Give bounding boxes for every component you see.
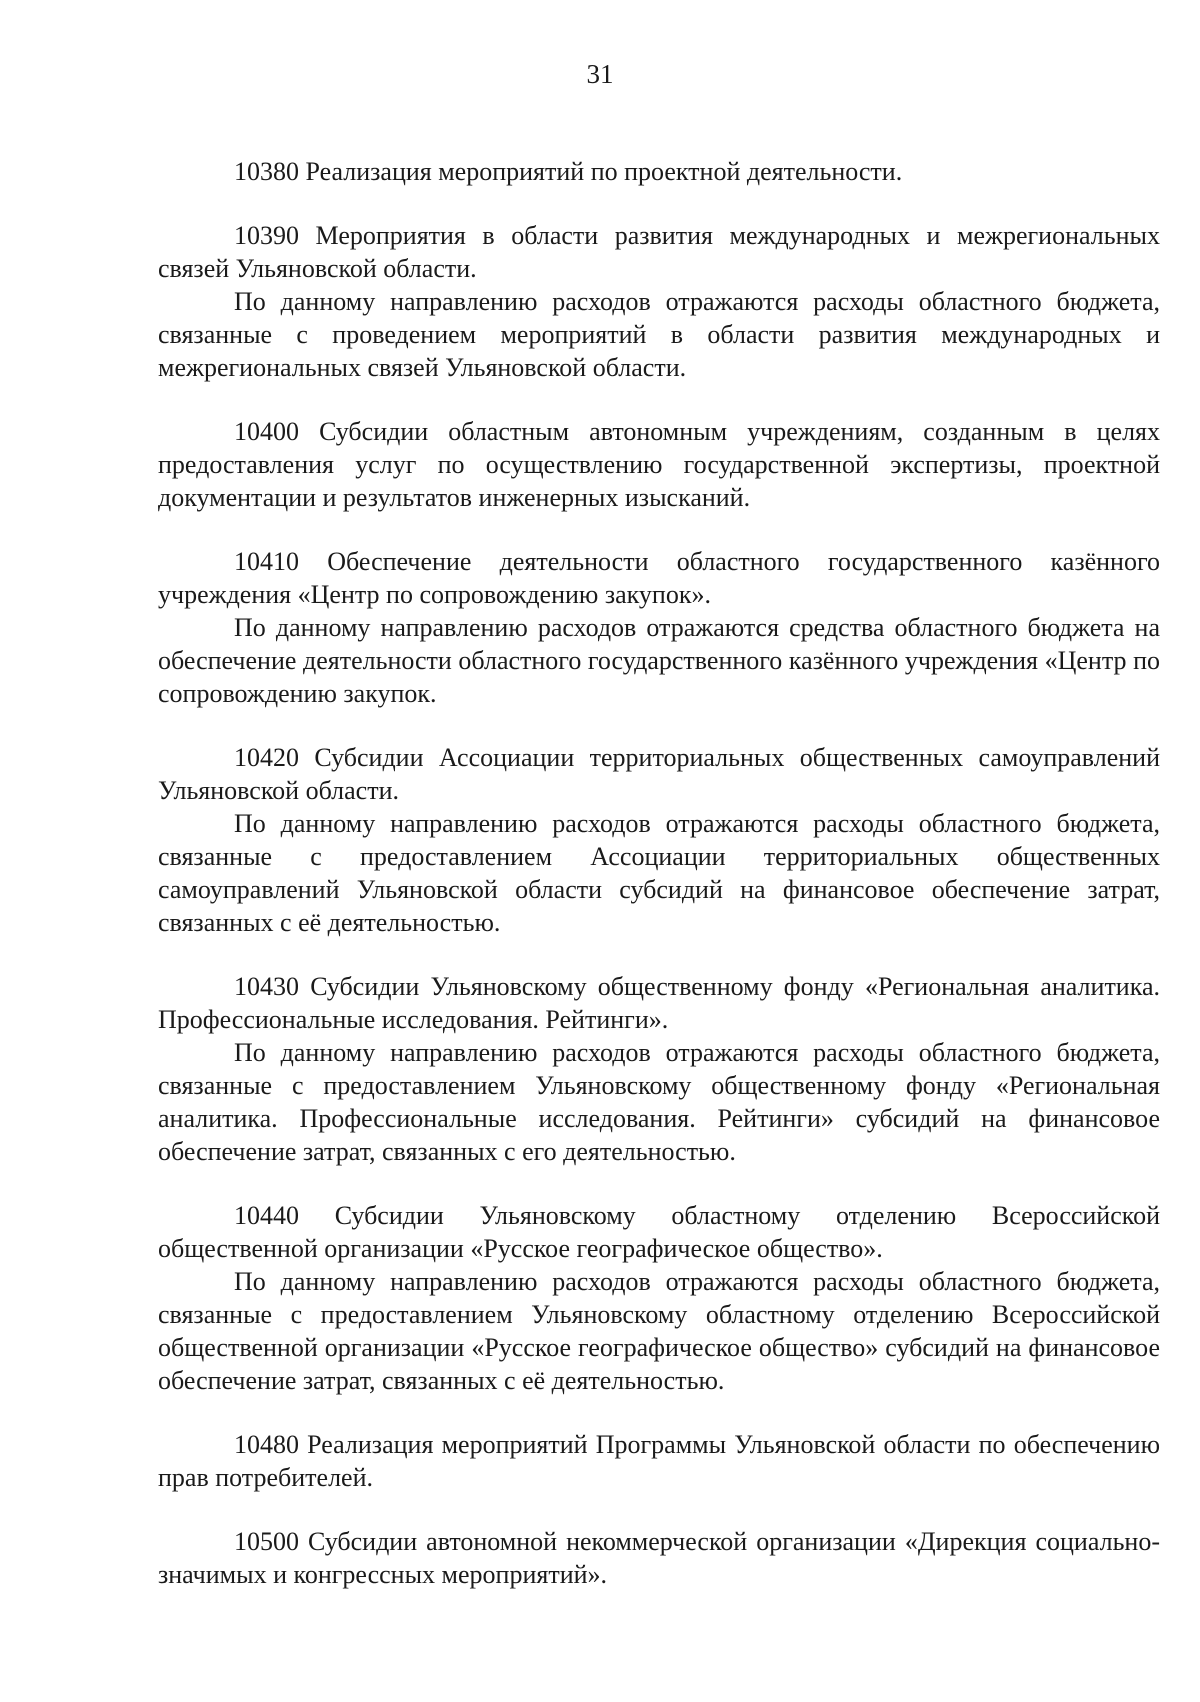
section-body: По данному направлению расходов отражаются расходы областного бюджета, связанные с предоставлением Ассоциации территориальных общественных самоуправлений Ульяновской области субсидий на финансовое обеспечение затрат, связанных с её деятельностью. [158, 809, 1160, 937]
document-body [158, 155, 1160, 1591]
section-body: По данному направлению расходов отражаются расходы областного бюджета, связанные с проведением мероприятий в области развития международных и межрегиональных связей Ульяновской области. [158, 287, 1160, 382]
section-10440 [158, 1199, 1160, 1397]
section-heading: 10380 Реализация мероприятий по проектной деятельности. [234, 157, 903, 186]
section-10400 [158, 415, 1160, 514]
section-heading: 10390 Мероприятия в области развития международных и межрегиональных связей Ульяновской области. [158, 221, 1160, 283]
section-10390 [158, 219, 1160, 384]
section-10420 [158, 741, 1160, 939]
section-heading: 10430 Субсидии Ульяновскому общественному фонду «Региональная аналитика. Профессиональные исследования. Рейтинги». [158, 972, 1160, 1034]
section-10480 [158, 1428, 1160, 1494]
section-heading: 10480 Реализация мероприятий Программы Ульяновской области по обеспечению прав потребителей. [158, 1430, 1160, 1492]
section-heading: 10440 Субсидии Ульяновскому областному отделению Всероссийской общественной организации «Русское географическое общество». [158, 1201, 1160, 1263]
section-heading: 10400 Субсидии областным автономным учреждениям, созданным в целях предоставления услуг по осуществлению государственной экспертизы, проектной документации и результатов инженерных изысканий. [158, 417, 1160, 512]
section-body: По данному направлению расходов отражаются средства областного бюджета на обеспечение деятельности областного государственного казённого учреждения «Центр по сопровождению закупок. [158, 613, 1160, 708]
section-10410 [158, 545, 1160, 710]
section-10380 [158, 155, 1160, 188]
section-10500 [158, 1525, 1160, 1591]
section-heading: 10420 Субсидии Ассоциации территориальных общественных самоуправлений Ульяновской области. [158, 743, 1160, 805]
section-heading: 10410 Обеспечение деятельности областного государственного казённого учреждения «Центр по сопровождению закупок». [158, 547, 1160, 609]
section-heading: 10500 Субсидии автономной некоммерческой организации «Дирекция социально-значимых и конгрессных мероприятий». [158, 1527, 1160, 1589]
page-number: 31 [586, 59, 614, 89]
section-body: По данному направлению расходов отражаются расходы областного бюджета, связанные с предоставлением Ульяновскому областному отделению Всероссийской общественной организации «Русское географическое общество» субсидий на финансовое обеспечение затрат, связанных с её деятельностью. [158, 1267, 1160, 1395]
section-10430 [158, 970, 1160, 1168]
section-body: По данному направлению расходов отражаются расходы областного бюджета, связанные с предоставлением Ульяновскому общественному фонду «Региональная аналитика. Профессиональные исследования. Рейтинги» субсидий на финансовое обеспечение затрат, связанных с его деятельностью. [158, 1038, 1160, 1166]
